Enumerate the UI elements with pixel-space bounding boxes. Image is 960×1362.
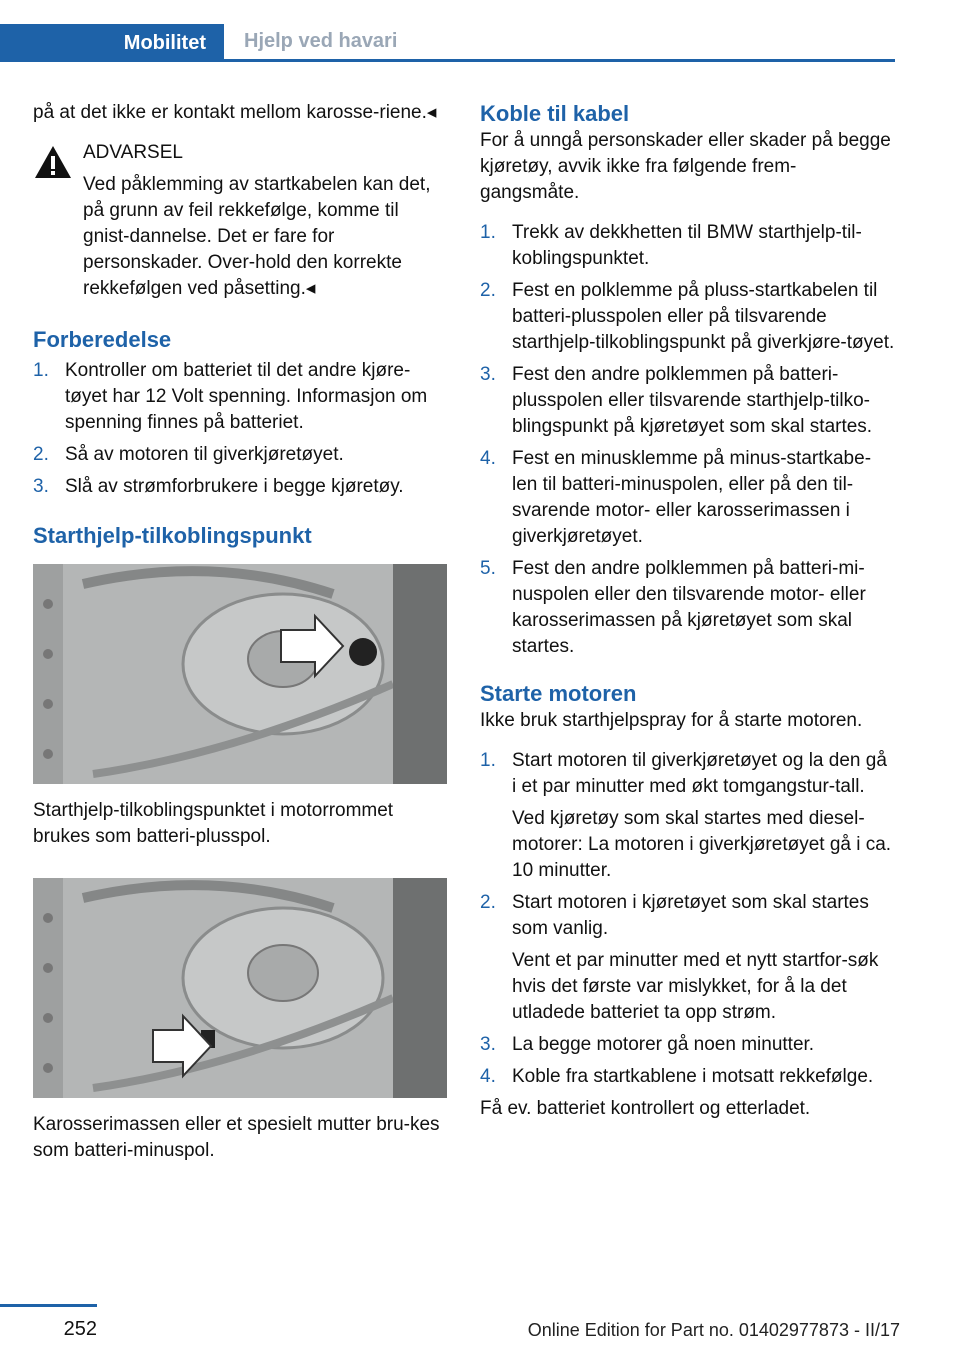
list-item <box>480 748 895 884</box>
list-number: 1. <box>33 360 49 381</box>
list-item <box>480 362 895 440</box>
koble-intro: For å unngå personskader eller skader på begge kjøretøy, avvik ikke fra følgende frem-gangsmåte. <box>480 130 891 203</box>
list-item <box>33 442 449 468</box>
caption-minus: Karosserimassen eller et spesielt mutter bru-kes som batteri-minuspol. <box>33 1114 440 1161</box>
list-item <box>480 446 895 550</box>
list-number: 1. <box>480 222 496 243</box>
warning-title: ADVARSEL <box>83 142 183 163</box>
list-text: Trekk av dekkhetten til BMW starthjelp-til-koblingspunktet. <box>512 222 862 269</box>
left-column <box>33 100 449 1164</box>
list-text: Fest en minusklemme på minus-startkabe-len til batteri-minuspolen, eller på den til-svarende motor- eller karosserimassen i giverkjøretøyet. <box>512 448 872 547</box>
list-item <box>480 556 895 660</box>
list-item <box>480 278 895 356</box>
list-number: 3. <box>480 364 496 385</box>
list-item <box>480 890 895 1026</box>
heading-starte-motoren: Starte motoren <box>480 681 637 706</box>
list-text: Så av motoren til giverkjøretøyet. <box>65 444 344 465</box>
heading-starthjelp: Starthjelp-tilkoblingspunkt <box>33 523 312 548</box>
heading-koble-til-kabel: Koble til kabel <box>480 101 630 126</box>
list-text: La begge motorer gå noen minutter. <box>512 1034 815 1055</box>
right-column <box>480 100 895 1122</box>
list-text: Koble fra startkablene i motsatt rekkefølge. <box>512 1066 874 1087</box>
tab-mobilitet[interactable]: Mobilitet <box>0 24 224 62</box>
list-number: 2. <box>480 280 496 301</box>
list-item <box>33 358 449 436</box>
caption-plus: Starthjelp-tilkoblingspunktet i motorrommet brukes som batteri-plusspol. <box>33 800 394 847</box>
footer-rule <box>0 1304 97 1307</box>
list-note: Ved kjøretøy som skal startes med diesel-motorer: La motoren i giverkjøretøyet gå i ca. 10 minutter. <box>512 808 892 881</box>
list-number: 2. <box>480 892 496 913</box>
preparation-list <box>33 358 449 500</box>
list-number: 1. <box>480 750 496 771</box>
list-note: Vent et par minutter med et nytt startfor-søk hvis det første var mislykket, for å la det utladede batteriet ta opp strøm. <box>512 950 879 1023</box>
list-text: Start motoren i kjøretøyet som skal startes som vanlig. <box>512 892 869 939</box>
warning-block <box>33 140 449 302</box>
list-text: Fest en polklemme på pluss-startkabelen til batteri-plusspolen eller på tilsvarende starthjelp-tilkoblingspunkt på giverkjøre-tøyet. <box>512 280 895 353</box>
list-number: 4. <box>480 448 496 469</box>
list-number: 5. <box>480 558 496 579</box>
list-number: 3. <box>480 1034 496 1055</box>
starte-intro: Ikke bruk starthjelpspray for å starte motoren. <box>480 710 863 731</box>
engine-bay-image-minus <box>33 878 447 1098</box>
heading-forberedelse: Forberedelse <box>33 327 172 352</box>
tab-hjelp-ved-havari[interactable]: Hjelp ved havari <box>224 24 895 62</box>
connect-list <box>480 220 895 660</box>
list-item <box>33 474 449 500</box>
list-text: Kontroller om batteriet til det andre kjøre-tøyet har 12 Volt spenning. Informasjon om spenning finnes på batteriet. <box>65 360 428 433</box>
list-item <box>480 220 895 272</box>
header-tabs <box>0 24 895 62</box>
list-text: Fest den andre polklemmen på batteri-plusspolen eller tilsvarende starthjelp-tilko-blingspunkt på kjøretøyet som skal startes. <box>512 364 873 437</box>
intro-text: på at det ikke er kontakt mellom karosse-riene.◂ <box>33 102 437 123</box>
start-list <box>480 748 895 1090</box>
page-number: 252 <box>63 1318 97 1340</box>
list-item <box>480 1064 895 1090</box>
list-item <box>480 1032 895 1058</box>
list-number: 4. <box>480 1066 496 1087</box>
warning-icon <box>33 144 73 182</box>
list-text: Fest den andre polklemmen på batteri-mi-nuspolen eller den tilsvarende motor- eller karosserimassen på kjøretøyet som skal startes. <box>512 558 866 657</box>
list-number: 3. <box>33 476 49 497</box>
warning-text: Ved påklemming av startkabelen kan det, på grunn av feil rekkefølge, komme til gnist-dannelse. Det er fare for personskader. Over-hold den korrekte rekkefølgen ved påsetting.◂ <box>83 174 431 299</box>
list-number: 2. <box>33 444 49 465</box>
list-text: Start motoren til giverkjøretøyet og la den gå i et par minutter med økt tomgangstur-tall. <box>512 750 887 797</box>
engine-bay-image-plus <box>33 564 447 784</box>
starte-outro: Få ev. batteriet kontrollert og etterladet. <box>480 1098 811 1119</box>
edition-info: Online Edition for Part no. 01402977873 - II/17 <box>527 1320 900 1340</box>
list-text: Slå av strømforbrukere i begge kjøretøy. <box>65 476 404 497</box>
